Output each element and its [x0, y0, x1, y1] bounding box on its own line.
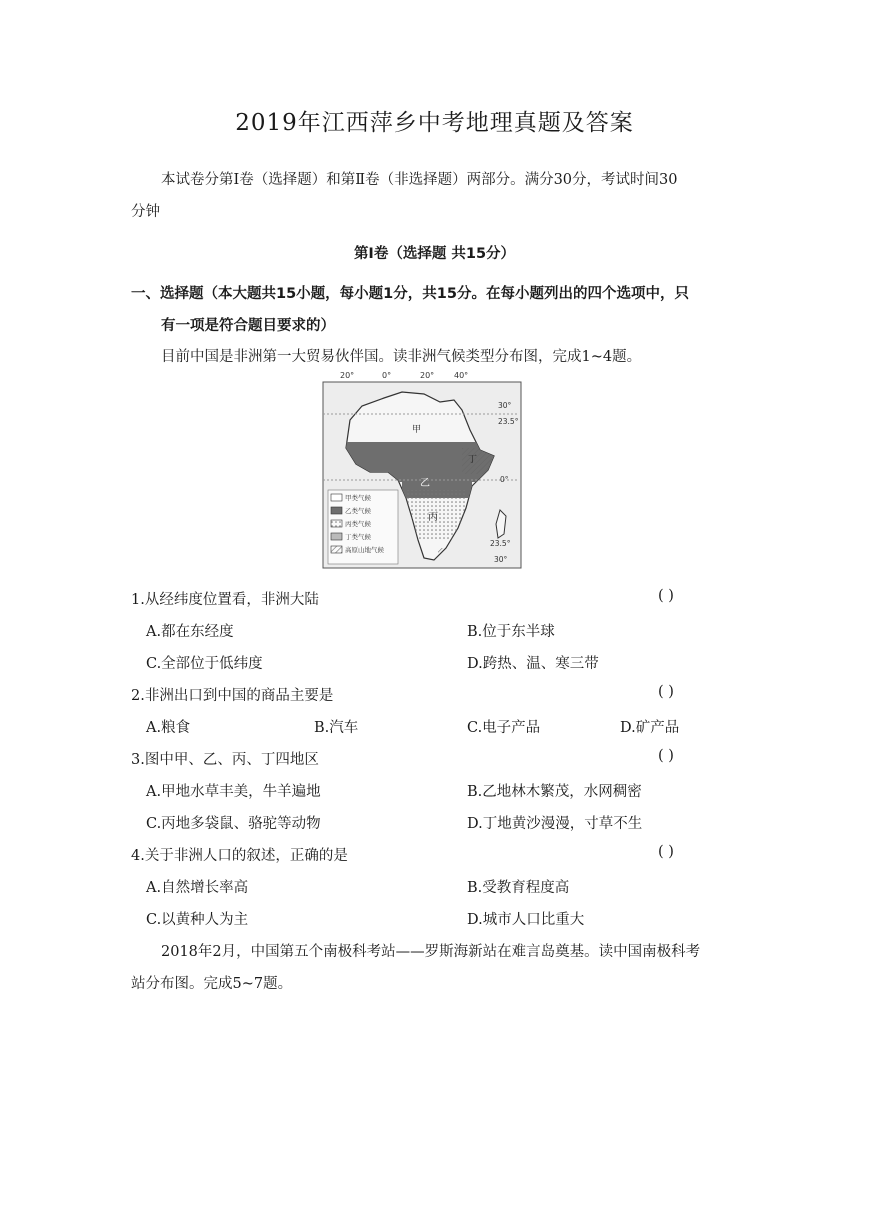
passage-2-line-2: 站分布图。完成5~7题。 [131, 976, 293, 992]
legend-item-2: 乙类气候 [345, 507, 371, 515]
question-1-option-a[interactable]: A.都在东经度 [146, 624, 234, 640]
tick-top-3: 20° [420, 371, 435, 380]
question-2-option-d[interactable]: D.矿产品 [620, 720, 680, 736]
region-label-bing: 丙 [428, 512, 438, 523]
question-3-answer-paren[interactable]: ( ) [658, 748, 674, 764]
passage-1: 目前中国是非洲第一大贸易伙伴国。读非洲气候类型分布图，完成1~4题。 [161, 349, 642, 365]
intro-line-2: 分钟 [131, 204, 160, 220]
question-4-option-d[interactable]: D.城市人口比重大 [467, 912, 585, 928]
question-4-option-a[interactable]: A.自然增长率高 [146, 880, 249, 896]
tick-top-2: 0° [382, 371, 392, 380]
question-1-option-b[interactable]: B.位于东半球 [467, 624, 555, 640]
question-1-option-c[interactable]: C.全部位于低纬度 [146, 656, 263, 672]
question-2-stem: 2.非洲出口到中国的商品主要是 [131, 688, 334, 704]
question-3-option-d[interactable]: D.丁地黄沙漫漫，寸草不生 [467, 816, 643, 832]
question-4-option-c[interactable]: C.以黄种人为主 [146, 912, 249, 928]
region-label-ding: 丁 [468, 455, 478, 465]
question-4-stem: 4.关于非洲人口的叙述，正确的是 [131, 848, 348, 864]
instructions-line-2: 有一项是符合题目要求的） [161, 318, 335, 334]
question-2-option-c[interactable]: C.电子产品 [467, 720, 541, 736]
intro-line-1: 本试卷分第Ⅰ卷（选择题）和第Ⅱ卷（非选择题）两部分。满分30分，考试时间30 [161, 172, 678, 188]
question-3-option-b[interactable]: B.乙地林木繁茂，水网稠密 [467, 784, 642, 800]
question-2-option-a[interactable]: A.粮食 [146, 720, 191, 736]
question-2-answer-paren[interactable]: ( ) [658, 684, 674, 700]
tick-top-1: 20° [340, 371, 355, 380]
question-2-option-b[interactable]: B.汽车 [314, 720, 359, 736]
question-1-option-d[interactable]: D.跨热、温、寒三带 [467, 656, 599, 672]
question-3-option-a[interactable]: A.甲地水草丰美，牛羊遍地 [146, 784, 321, 800]
section-heading: 第Ⅰ卷（选择题 共15分） [353, 246, 516, 262]
question-3-stem: 3.图中甲、乙、丙、丁四地区 [131, 752, 319, 768]
tick-right-4: 23.5° [490, 539, 511, 548]
instructions-line-1: 一、选择题（本大题共15小题，每小题1分，共15分。在每小题列出的四个选项中，只 [131, 286, 689, 302]
region-label-yi: 乙 [420, 478, 430, 489]
tick-right-2: 23.5° [498, 417, 519, 426]
region-label-jia: 甲 [412, 425, 422, 435]
page-title: 2019年江西萍乡中考地理真题及答案 [235, 110, 634, 136]
legend-item-1: 甲类气候 [345, 494, 371, 502]
question-4-option-b[interactable]: B.受教育程度高 [467, 880, 570, 896]
question-1-answer-paren[interactable]: ( ) [658, 588, 674, 604]
passage-2-line-1: 2018年2月，中国第五个南极科考站——罗斯海新站在难言岛奠基。读中国南极科考 [161, 944, 701, 960]
question-3-option-c[interactable]: C.丙地多袋鼠、骆驼等动物 [146, 816, 321, 832]
tick-right-3: 0° [500, 475, 509, 484]
africa-climate-map [322, 368, 524, 570]
legend-item-4: 丁类气候 [345, 533, 371, 541]
legend-item-5: 高原山地气候 [345, 546, 384, 554]
tick-right-1: 30° [498, 401, 512, 410]
legend-item-3: 丙类气候 [345, 520, 371, 528]
question-4-answer-paren[interactable]: ( ) [658, 844, 674, 860]
map-legend [328, 490, 398, 564]
tick-top-4: 40° [454, 371, 469, 380]
question-1-stem: 1.从经纬度位置看，非洲大陆 [131, 592, 319, 608]
tick-right-5: 30° [494, 555, 508, 564]
